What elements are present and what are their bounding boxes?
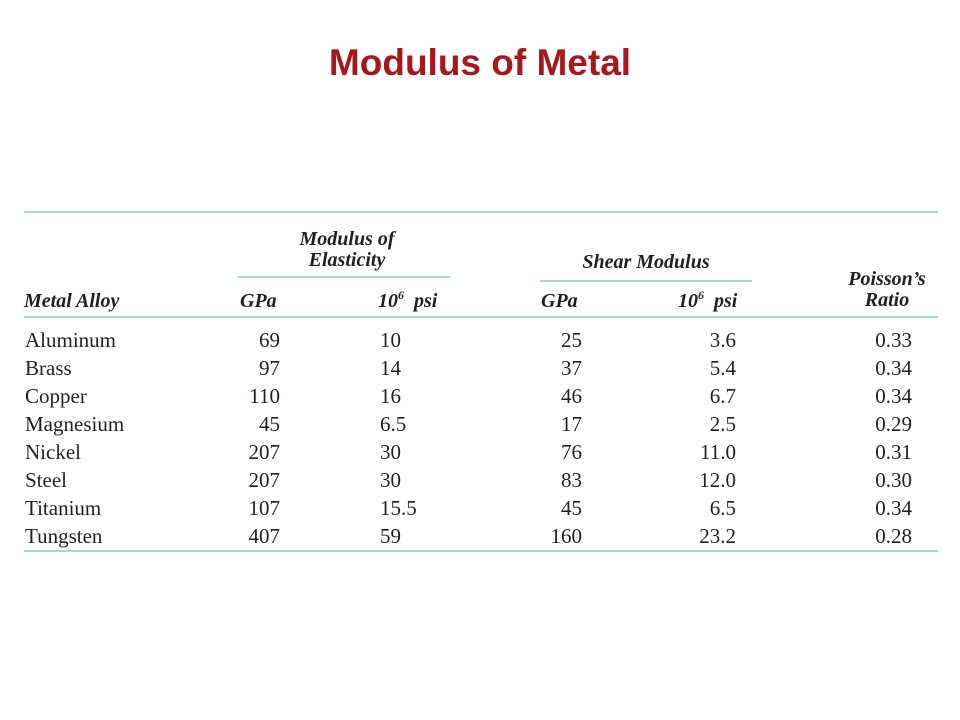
- cell-elasticity-psi: 59: [380, 524, 401, 548]
- cell-shear-gpa: 160: [550, 524, 582, 548]
- cell-alloy: Copper: [25, 384, 87, 408]
- cell-alloy: Tungsten: [25, 524, 103, 548]
- cell-shear-gpa: 45: [561, 496, 582, 520]
- cell-elasticity-psi: 14: [380, 356, 401, 380]
- table-row: [0, 382, 960, 410]
- cell-elasticity-psi: 16: [380, 384, 401, 408]
- cell-elasticity-gpa: 97: [259, 356, 280, 380]
- cell-elasticity-gpa: 110: [249, 384, 280, 408]
- cell-poisson-ratio: 0.31: [875, 440, 912, 464]
- cell-shear-gpa: 25: [561, 328, 582, 352]
- cell-shear-gpa: 76: [561, 440, 582, 464]
- cell-elasticity-psi: 30: [380, 440, 401, 464]
- table-row: [0, 438, 960, 466]
- elasticity-group-rule: [238, 276, 450, 278]
- poisson-header: [832, 269, 942, 311]
- cell-elasticity-psi: 30: [380, 468, 401, 492]
- poisson-header-line1: Poisson’s: [848, 268, 926, 290]
- page-title: Modulus of Metal: [328, 42, 632, 83]
- cell-shear-psi: 12.0: [699, 468, 736, 492]
- cell-poisson-ratio: 0.34: [875, 384, 912, 408]
- elasticity-header-line2: Elasticity: [308, 249, 386, 271]
- poisson-header-line2: Ratio: [864, 289, 910, 311]
- cell-shear-psi: 3.6: [709, 328, 736, 352]
- header-bottom-rule: [24, 316, 938, 318]
- cell-elasticity-gpa: 45: [259, 412, 280, 436]
- cell-poisson-ratio: 0.34: [875, 496, 912, 520]
- cell-elasticity-gpa: 69: [259, 328, 280, 352]
- elasticity-psi-exponent: 6: [398, 288, 404, 302]
- col-header-elasticity-psi: [378, 288, 438, 312]
- col-header-elasticity-gpa: GPa: [240, 290, 277, 312]
- elasticity-header-line1: Modulus of: [299, 228, 395, 250]
- col-header-alloy: Metal Alloy: [24, 290, 120, 312]
- cell-alloy: Nickel: [25, 440, 81, 464]
- table-row: [0, 522, 960, 550]
- table-row: [0, 410, 960, 438]
- cell-elasticity-psi: 10: [380, 328, 401, 352]
- cell-shear-gpa: 83: [561, 468, 582, 492]
- cell-shear-psi: 6.7: [709, 384, 736, 408]
- cell-shear-psi: 23.2: [699, 524, 736, 548]
- cell-elasticity-gpa: 407: [248, 524, 280, 548]
- elasticity-group-header: [262, 229, 432, 271]
- cell-elasticity-gpa: 207: [248, 468, 280, 492]
- table-row: [0, 494, 960, 522]
- cell-alloy: Magnesium: [25, 412, 125, 436]
- table-bottom-rule: [24, 550, 938, 552]
- shear-group-rule: [540, 280, 752, 282]
- elasticity-psi-unit: psi: [414, 290, 438, 312]
- cell-shear-psi: 11.0: [700, 440, 736, 464]
- cell-elasticity-psi: 15.5: [380, 496, 417, 520]
- shear-psi-exponent: 6: [698, 288, 704, 302]
- elasticity-psi-base: 10: [378, 290, 398, 312]
- table-row: [0, 354, 960, 382]
- cell-alloy: Aluminum: [25, 328, 117, 352]
- col-header-shear-psi: [678, 288, 738, 312]
- cell-alloy: Steel: [25, 468, 67, 492]
- cell-alloy: Titanium: [25, 496, 102, 520]
- cell-shear-psi: 5.4: [709, 356, 736, 380]
- cell-poisson-ratio: 0.30: [875, 468, 912, 492]
- cell-elasticity-psi: 6.5: [380, 412, 407, 436]
- cell-shear-gpa: 46: [561, 384, 582, 408]
- cell-shear-gpa: 37: [561, 356, 582, 380]
- cell-poisson-ratio: 0.33: [875, 328, 912, 352]
- shear-psi-unit: psi: [714, 290, 738, 312]
- col-header-shear-gpa: GPa: [541, 290, 578, 312]
- table-row: [0, 466, 960, 494]
- cell-shear-gpa: 17: [561, 412, 582, 436]
- cell-elasticity-gpa: 107: [248, 496, 280, 520]
- cell-shear-psi: 2.5: [709, 412, 736, 436]
- table-row: [0, 326, 960, 354]
- cell-elasticity-gpa: 207: [248, 440, 280, 464]
- shear-group-header: Shear Modulus: [582, 251, 710, 273]
- table-top-rule: [24, 211, 938, 213]
- cell-alloy: Brass: [25, 356, 72, 380]
- cell-poisson-ratio: 0.34: [875, 356, 912, 380]
- cell-poisson-ratio: 0.29: [875, 412, 912, 436]
- shear-psi-base: 10: [678, 290, 698, 312]
- cell-shear-psi: 6.5: [709, 496, 736, 520]
- cell-poisson-ratio: 0.28: [875, 524, 912, 548]
